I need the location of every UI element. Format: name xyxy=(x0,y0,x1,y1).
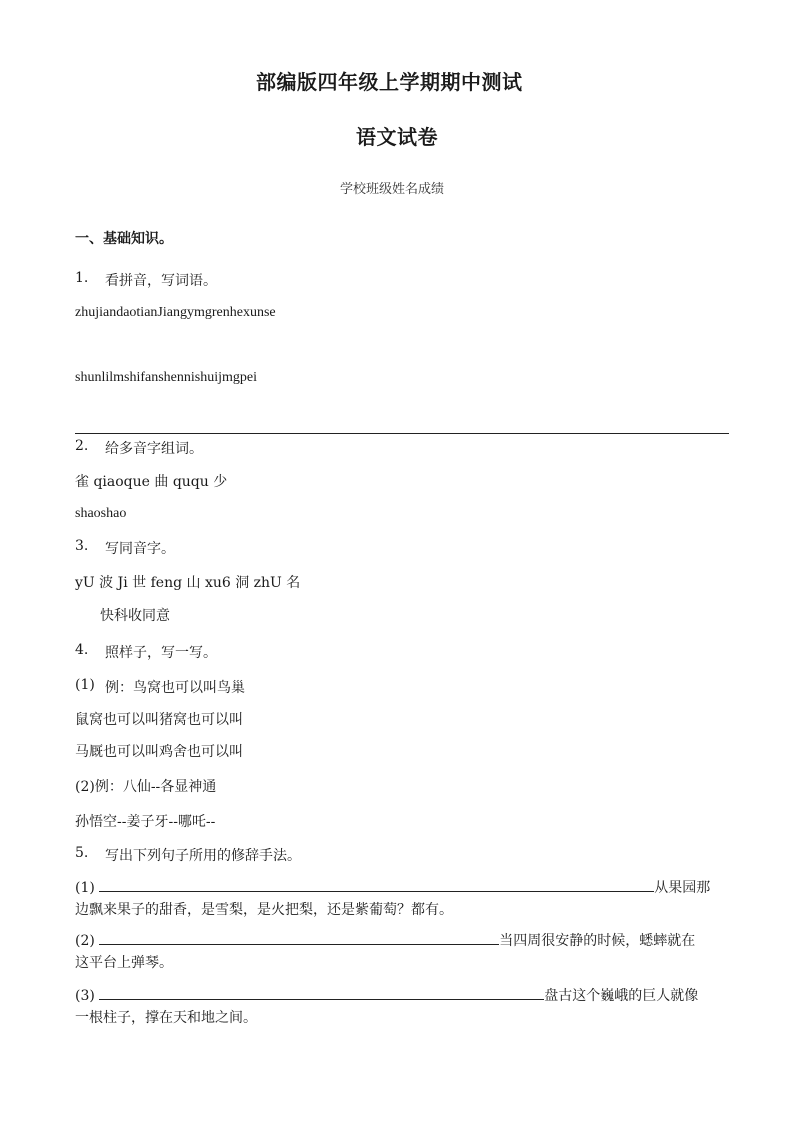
q4-prompt: 照样子，写一写。 xyxy=(105,645,217,661)
q5-item-text-continued: 这平台上弹琴。 xyxy=(75,955,173,971)
q4-sub1-line-1: 鼠窝也可以叫猪窝也可以叫 xyxy=(75,712,243,728)
q4-sub1-label: (1) xyxy=(75,677,95,693)
q5-answer-blank[interactable] xyxy=(99,930,499,945)
q5-item-1 xyxy=(75,877,735,921)
q5-item-3 xyxy=(75,985,735,1029)
q2-prompt: 给多音字组词。 xyxy=(105,441,203,457)
q5-item-text-continued: 边飘来果子的甜香，是雪梨，是火把梨，还是紫葡萄？都有。 xyxy=(75,902,453,918)
q3-line-2: 快科收同意 xyxy=(100,608,170,624)
q3-prompt: 写同音字。 xyxy=(105,541,175,557)
q4-sub2-example: (2)例：八仙--各显神通 xyxy=(75,779,217,795)
q3-number: 3. xyxy=(75,538,89,554)
q1-prompt: 看拼音，写词语。 xyxy=(105,273,217,289)
q5-item-text: 盘古这个巍峨的巨人就像 xyxy=(544,988,699,1004)
q4-sub1-example: 例：鸟窝也可以叫鸟巢 xyxy=(105,680,245,696)
q5-item-text: 当四周很安静的时候，蟋蟀就在 xyxy=(499,933,696,949)
q1-number: 1. xyxy=(75,270,89,286)
q1-pinyin-line-1: zhujiandaotianJiangymgrenhexunse xyxy=(75,305,276,320)
q5-answer-blank[interactable] xyxy=(99,877,654,892)
q4-sub1-line-2: 马厩也可以叫鸡舍也可以叫 xyxy=(75,744,243,760)
q5-item-label: (3) xyxy=(75,988,95,1004)
q1-pinyin-line-2: shunlilmshifanshennishuijmgpei xyxy=(75,370,257,385)
q5-answer-blank[interactable] xyxy=(99,985,544,1000)
q5-item-2 xyxy=(75,930,735,974)
q5-item-text: 从果园那 xyxy=(654,880,711,896)
q2-line-2: shaoshao xyxy=(75,506,127,521)
q5-number: 5. xyxy=(75,845,89,861)
q4-sub2-line: 孙悟空--姜子牙--哪吒-- xyxy=(75,814,216,830)
q1-answer-line xyxy=(75,433,729,434)
q5-item-text-continued: 一根柱子，撑在天和地之间。 xyxy=(75,1010,257,1026)
q5-item-label: (1) xyxy=(75,880,95,896)
q4-number: 4. xyxy=(75,642,89,658)
q5-item-label: (2) xyxy=(75,933,95,949)
student-info-line: 学校班级姓名成绩 xyxy=(340,182,445,197)
q3-line-1: yU 波 Ji 世 feng 山 xu6 洞 zhU 名 xyxy=(75,575,301,591)
q2-number: 2. xyxy=(75,438,89,454)
q5-prompt: 写出下列句子所用的修辞手法。 xyxy=(105,848,301,864)
q2-line-1: 雀 qiaoque 曲 ququ 少 xyxy=(75,474,228,490)
page-title: 部编版四年级上学期期中测试 xyxy=(256,70,523,94)
page-subtitle: 语文试卷 xyxy=(356,125,438,149)
section-heading: 一、基础知识。 xyxy=(75,231,173,247)
